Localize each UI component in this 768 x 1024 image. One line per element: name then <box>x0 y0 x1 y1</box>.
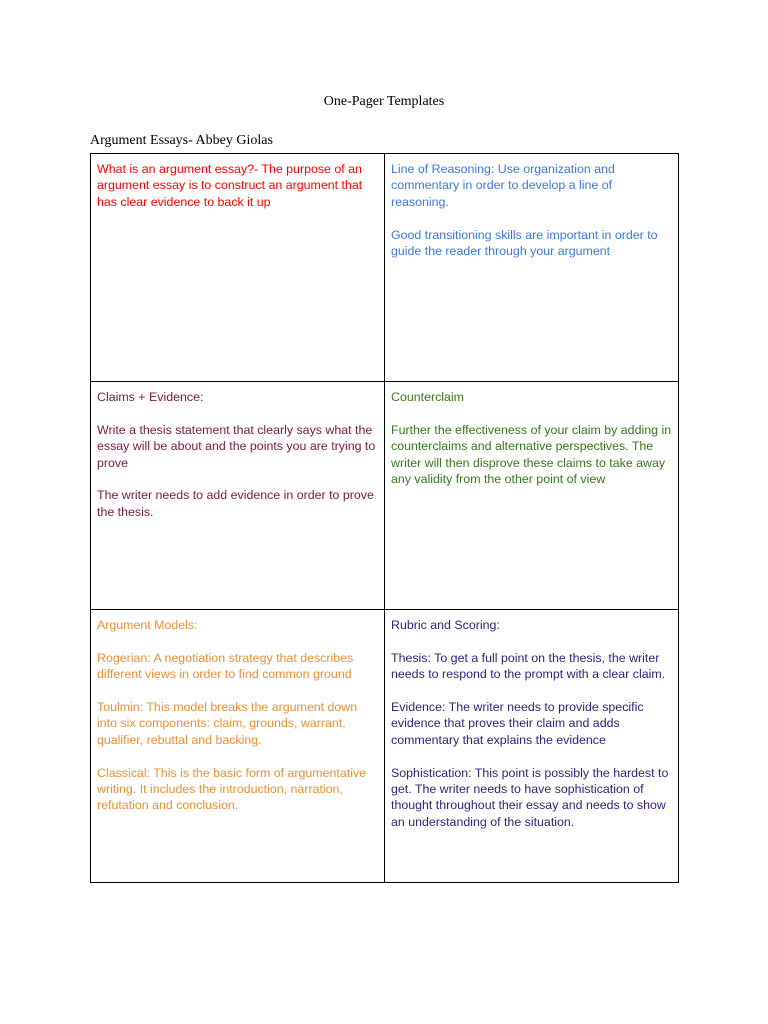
cell-paragraph: Line of Reasoning: Use organization and commentary in order to develop a line of reasoning. <box>391 162 615 209</box>
cell-paragraph: Classical: This is the basic form of argumentative writing. It includes the introduction, narration, refutation and conclusion. <box>97 765 367 813</box>
cell-claims-evidence <box>91 381 385 609</box>
cell-heading: Rubric and Scoring: <box>391 618 500 632</box>
cell-paragraph: Further the effectiveness of your claim by adding in counterclaims and alternative perspectives. The writer will then disprove these claims to take away any validity from the other point of view <box>391 422 672 487</box>
cell-argument-models <box>91 609 385 882</box>
cell-rubric-scoring <box>385 609 678 882</box>
cell-paragraph: Write a thesis statement that clearly says what the essay will be about and the points you are trying to prove <box>97 422 376 470</box>
cell-heading: Argument Models: <box>97 618 198 632</box>
cell-paragraph: Thesis: To get a full point on the thesis, the writer needs to respond to the prompt with a clear claim. <box>391 650 666 682</box>
cell-heading: Counterclaim <box>391 390 464 404</box>
one-pager-table <box>90 153 679 883</box>
cell-paragraph: Toulmin: This model breaks the argument down into six components: claim, grounds, warrant, qualifier, rebuttal and backing. <box>97 700 358 747</box>
cell-paragraph: Sophistication: This point is possibly the hardest to get. The writer needs to have sophistication of thought throughout their essay and needs to show an understanding of the situation. <box>391 765 669 829</box>
cell-paragraph: What is an argument essay?- The purpose of an argument essay is to construct an argument that has clear evidence to back it up <box>97 162 363 209</box>
cell-counterclaim <box>385 381 678 609</box>
cell-heading: Claims + Evidence: <box>97 390 204 404</box>
cell-line-of-reasoning <box>385 154 678 381</box>
cell-paragraph: Rogerian: A negotiation strategy that describes different views in order to find common ground <box>97 650 354 682</box>
cell-paragraph: Evidence: The writer needs to provide specific evidence that proves their claim and adds commentary that explains the evidence <box>391 700 644 747</box>
cell-argument-essay-definition <box>91 154 385 381</box>
cell-paragraph: The writer needs to add evidence in order to prove the thesis. <box>97 488 374 519</box>
page-title: One-Pager Templates <box>323 94 445 109</box>
document-subtitle: Argument Essays- Abbey Giolas <box>90 133 273 148</box>
cell-paragraph: Good transitioning skills are important in order to guide the reader through your argument <box>391 227 658 259</box>
